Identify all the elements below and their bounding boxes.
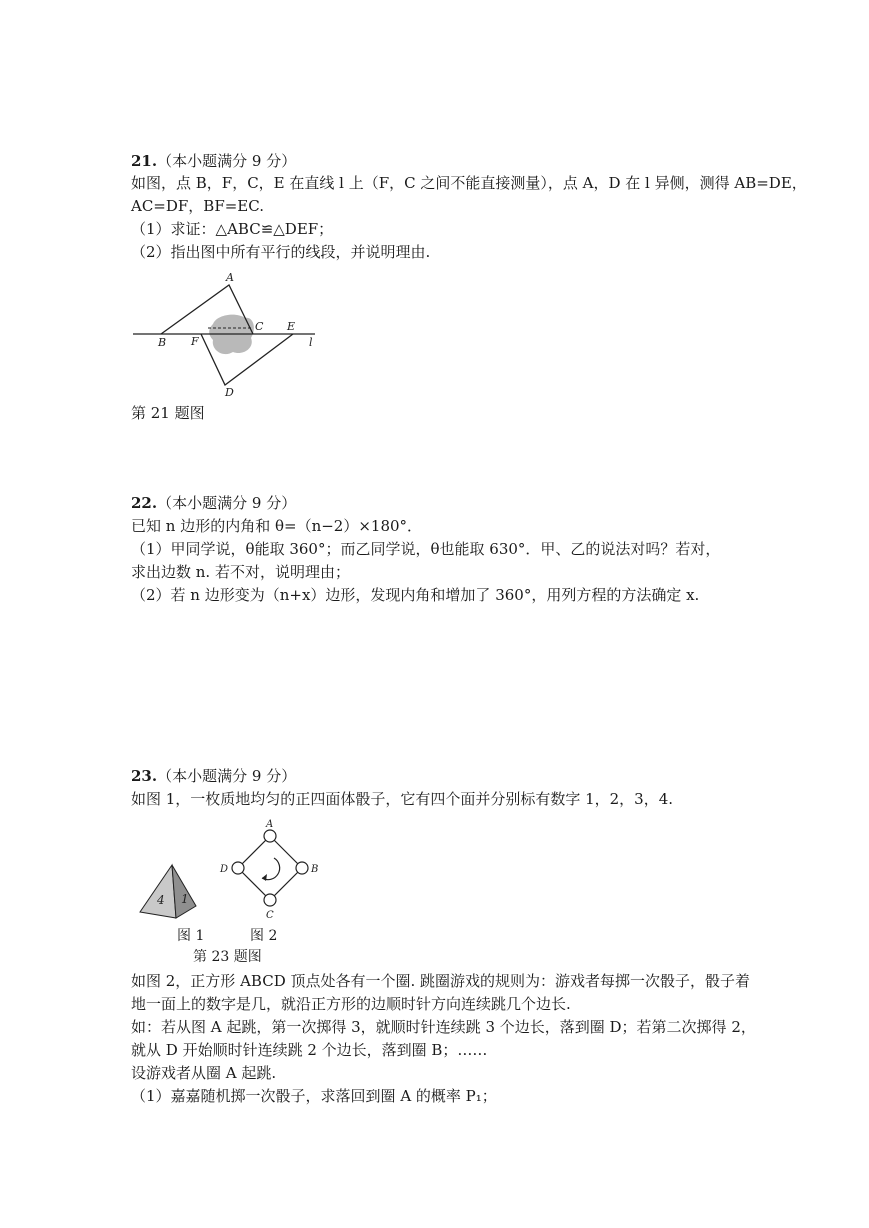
circle-d: [232, 862, 244, 874]
q21-label-l: l: [309, 336, 313, 349]
q23-score: （本小题满分 9 分）: [157, 767, 297, 785]
q21-label-b: B: [158, 336, 167, 349]
q22-number: 22.: [131, 494, 158, 512]
q21-caption: 第 21 题图: [131, 404, 205, 422]
q23-intro: 如图 1，一枚质地均匀的正四面体骰子，它有四个面并分别标有数字 1，2，3，4.: [131, 790, 674, 808]
q22-line-2: （1）甲同学说，θ能取 360°；而乙同学说，θ也能取 630°．甲、乙的说法对吗？若对，: [131, 540, 721, 558]
tetra-face-1: 1: [181, 892, 189, 906]
q23-figure-2-square: [218, 818, 322, 922]
q23-line-1: 如图 2，正方形 ABCD 顶点处各有一个圈. 跳圈游戏的规则为：游戏者每掷一次骰子，骰子着: [131, 972, 751, 990]
tetra-face-4: 4: [157, 893, 165, 907]
q23-line-5: 设游戏者从圈 A 起跳.: [131, 1064, 277, 1082]
fig2-label-c: C: [266, 910, 274, 921]
q21-line-2: AC=DF，BF=EC.: [131, 197, 264, 215]
q22-heading: [131, 493, 296, 513]
q22-score: （本小题满分 9 分）: [157, 494, 297, 512]
q21-line-3: （1）求证：△ABC≌△DEF；: [131, 220, 334, 238]
q23-line-6: （1）嘉嘉随机掷一次骰子，求落回到圈 A 的概率 P₁；: [131, 1087, 497, 1105]
q23-heading: [131, 766, 296, 786]
q22-line-3: 求出边数 n. 若不对，说明理由；: [131, 563, 350, 581]
square-abcd: [238, 836, 302, 900]
circle-a: [264, 830, 276, 842]
q21-figure: [125, 268, 325, 403]
q21-label-c: C: [255, 320, 264, 333]
q23-line-2: 地一面上的数字是几，就沿正方形的边顺时针方向连续跳几个边长.: [131, 995, 571, 1013]
q21-heading: [131, 151, 296, 171]
q21-line-4: （2）指出图中所有平行的线段，并说明理由.: [131, 243, 431, 261]
q23-fig1-caption: 图 1: [177, 928, 205, 944]
q23-caption: 第 23 题图: [193, 949, 262, 965]
q21-label-a: A: [226, 271, 234, 284]
fig2-label-b: B: [311, 864, 319, 875]
circle-b: [296, 862, 308, 874]
tetra-left-face: [140, 865, 176, 918]
q21-label-e: E: [287, 320, 296, 333]
q21-line-1: 如图，点 B，F，C，E 在直线 l 上（F，C 之间不能直接测量），点 A，D 在 l 异侧，测得 AB=DE，: [131, 174, 807, 192]
fig2-label-d: D: [220, 864, 229, 875]
q21-label-f: F: [191, 335, 199, 348]
q23-figure-1-tetrahedron: [136, 862, 206, 924]
q23-number: 23.: [131, 767, 158, 785]
q22-line-4: （2）若 n 边形变为（n+x）边形，发现内角和增加了 360°，用列方程的方法确定 x.: [131, 586, 700, 604]
q23-line-4: 就从 D 开始顺时针连续跳 2 个边长，落到圈 B；……: [131, 1041, 488, 1059]
q21-score: （本小题满分 9 分）: [157, 152, 297, 170]
fig2-label-a: A: [266, 819, 274, 830]
q21-number: 21.: [131, 152, 158, 170]
q21-label-d: D: [225, 386, 234, 399]
q22-line-1: 已知 n 边形的内角和 θ=（n−2）×180°．: [131, 517, 423, 535]
circle-c: [264, 894, 276, 906]
q23-fig2-caption: 图 2: [250, 928, 278, 944]
q23-line-3: 如：若从图 A 起跳，第一次掷得 3，就顺时针连续跳 3 个边长，落到圈 D；若第二次掷得 2，: [131, 1018, 756, 1036]
